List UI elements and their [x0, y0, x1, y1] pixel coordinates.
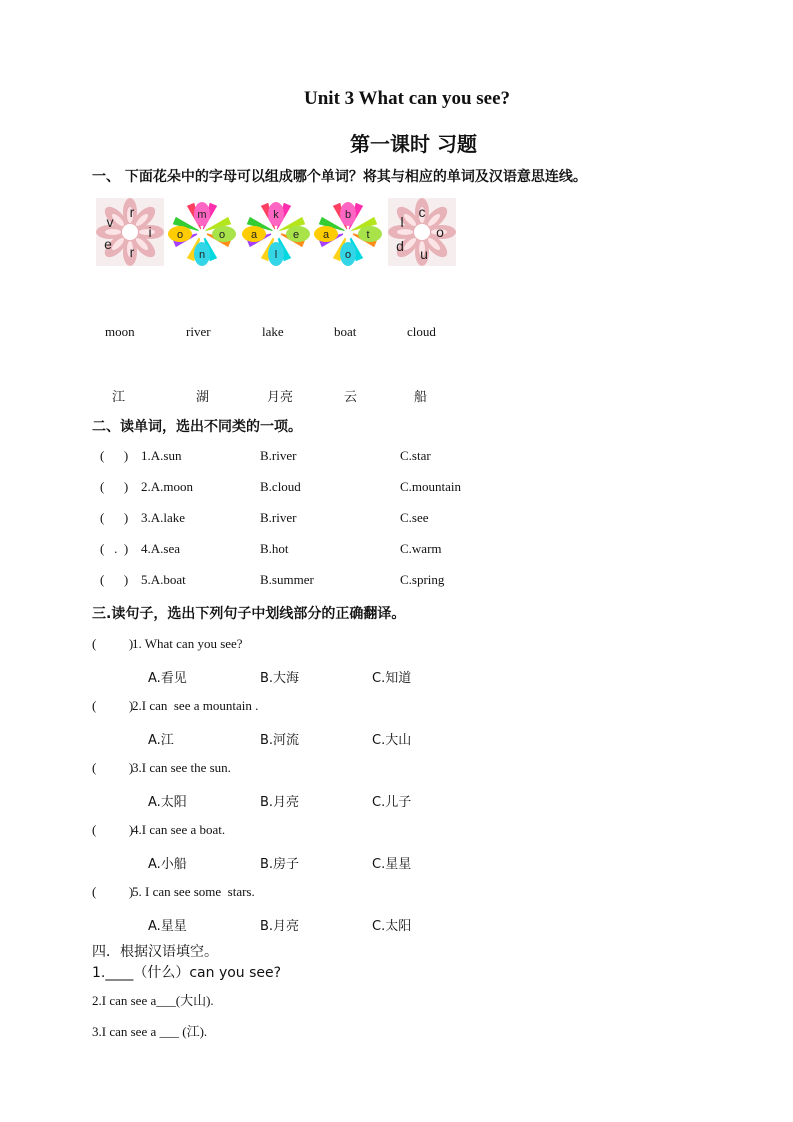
section1-heading: 一、 下面花朵中的字母可以组成哪个单词？将其与相应的单词及汉语意思连线。	[92, 169, 587, 185]
answer-blank[interactable]: ( )	[92, 822, 134, 837]
option-c: C.see	[400, 510, 429, 525]
option-c: C.儿子	[372, 795, 412, 810]
flower-letter: v	[106, 214, 114, 230]
answer-blank[interactable]: ( )	[100, 510, 129, 525]
flower-letter: i	[148, 224, 152, 240]
flower-letter: a	[322, 229, 330, 241]
flower-letter: l	[274, 249, 278, 261]
option-b: B.river	[260, 448, 297, 463]
letter-flower	[388, 198, 456, 266]
option-b: B.river	[260, 510, 297, 525]
word-option: cloud	[407, 324, 436, 339]
option-b: B.河流	[260, 733, 300, 748]
meaning-option: 云	[344, 390, 358, 405]
flower-letter: u	[420, 246, 428, 262]
word-option: lake	[262, 324, 284, 339]
flower-letter: o	[218, 229, 226, 241]
word-option: boat	[334, 324, 357, 339]
option-c: C.星星	[372, 857, 412, 872]
option-a: A.小船	[148, 857, 187, 872]
letter-flower	[314, 198, 382, 266]
fill-line: 3.I can see a ___ (江).	[92, 1024, 208, 1039]
option-c: C.mountain	[400, 479, 462, 494]
option-a: 5.A.boat	[141, 572, 186, 587]
question-sentence: 2.I can see a mountain .	[132, 698, 259, 713]
meaning-option: 湖	[196, 390, 210, 405]
question-sentence: 3.I can see the sun.	[132, 760, 231, 775]
option-b: B.summer	[260, 572, 314, 587]
answer-blank[interactable]: ( )	[100, 479, 129, 494]
flower-letter: o	[176, 229, 184, 241]
section2-heading: 二、读单词，选出不同类的一项。	[92, 419, 302, 435]
letter-flower	[242, 198, 310, 266]
flower-letter: e	[104, 236, 112, 252]
section3-heading: 三.读句子，选出下列句子中划线部分的正确翻译。	[92, 606, 406, 622]
fill-line: 2.I can see a___(大山).	[92, 993, 214, 1008]
flower-letter: n	[198, 249, 206, 261]
meaning-option: 江	[112, 390, 126, 405]
flower-letter: r	[129, 204, 135, 220]
flower-letter: m	[197, 209, 207, 221]
option-b: B.房子	[260, 857, 300, 872]
word-option: river	[186, 324, 211, 339]
flower-letter: o	[436, 224, 444, 240]
option-b: B.大海	[260, 671, 300, 686]
option-a: 2.A.moon	[141, 479, 193, 494]
option-c: C.star	[400, 448, 431, 463]
flower-letter: r	[129, 244, 135, 260]
answer-blank[interactable]: ( )	[92, 760, 134, 775]
option-b: B.hot	[260, 541, 289, 556]
letter-flower	[96, 198, 164, 266]
page-subtitle: 第一课时 习题	[350, 132, 477, 156]
page-title: Unit 3 What can you see?	[304, 88, 511, 109]
option-b: B.月亮	[260, 919, 300, 934]
question-sentence: 1. What can you see?	[132, 636, 243, 651]
option-a: 4.A.sea	[141, 541, 180, 556]
option-a: A.太阳	[148, 795, 187, 810]
option-c: C.太阳	[372, 919, 412, 934]
question-sentence: 5. I can see some stars.	[132, 884, 255, 899]
flower-letter: e	[292, 229, 300, 241]
answer-blank[interactable]: ( )	[92, 884, 134, 899]
option-c: C.warm	[400, 541, 442, 556]
section4-heading: 四．根据汉语填空。	[92, 944, 218, 960]
answer-blank[interactable]: ( )	[100, 448, 129, 463]
answer-blank[interactable]: ( )	[92, 636, 134, 651]
answer-blank[interactable]: ( )	[92, 698, 134, 713]
option-b: B.月亮	[260, 795, 300, 810]
answer-blank[interactable]: ( . )	[100, 541, 129, 556]
flower-letter: c	[418, 204, 426, 220]
flower-letter: o	[344, 249, 352, 261]
option-c: C.大山	[372, 733, 412, 748]
fill-line: 1.____（什么）can you see?	[92, 965, 282, 981]
meaning-option: 船	[414, 390, 428, 405]
question-sentence: 4.I can see a boat.	[132, 822, 226, 837]
flower-letter: t	[366, 229, 370, 241]
flower-letter: b	[344, 209, 352, 221]
option-c: C.spring	[400, 572, 445, 587]
answer-blank[interactable]: ( )	[100, 572, 129, 587]
option-a: A.江	[148, 733, 174, 748]
option-c: C.知道	[372, 671, 412, 686]
option-a: 3.A.lake	[141, 510, 186, 525]
letter-flower	[168, 198, 236, 266]
option-b: B.cloud	[260, 479, 301, 494]
flower-letter: l	[400, 214, 404, 230]
flower-letter: d	[396, 238, 404, 254]
meaning-option: 月亮	[267, 390, 294, 405]
word-option: moon	[105, 324, 135, 339]
option-a: A.星星	[148, 919, 187, 934]
flower-letter: k	[273, 209, 279, 221]
option-a: 1.A.sun	[141, 448, 182, 463]
option-a: A.看见	[148, 671, 187, 686]
flower-letter: a	[250, 229, 258, 241]
